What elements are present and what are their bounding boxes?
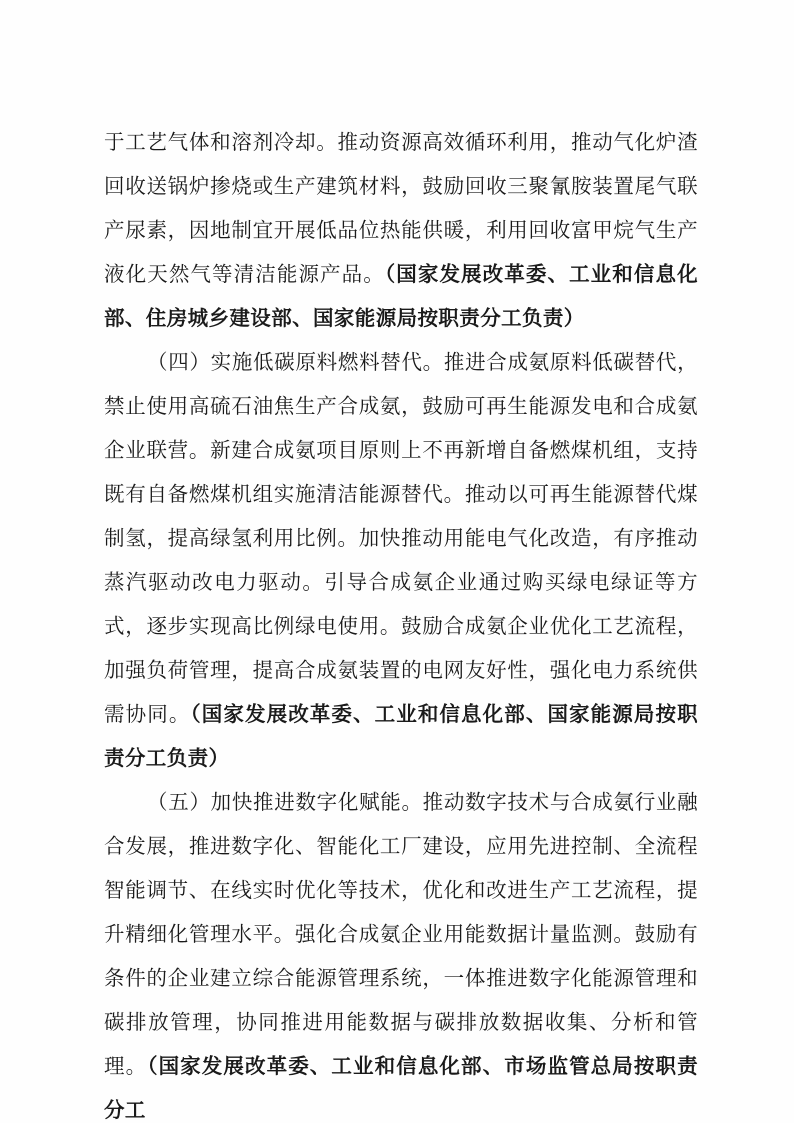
paragraph-text: （四）实施低碳原料燃料替代。推进合成氨原料低碳替代，禁止使用高硫石油焦生产合成氨，鼓励可再生能源发电和合成氨企业联营。新建合成氨项目原则上不再新增自备燃煤机组，支持既有自备燃煤机组实施清洁能源替代。推动以可再生能源替代煤制氢，提高绿氢利用比例。加快推动用能电气化改造，有序推动蒸汽驱动改电力驱动。引导合成氨企业通过购买绿电绿证等方式，逐步实现高比例绿电使用。鼓励合成氨企业优化工艺流程，加强负荷管理，提高合成氨装置的电网友好性，强化电力系统供需协同。: [104, 350, 698, 726]
document-body: [104, 120, 698, 1132]
paragraph-attribution: （国家发展改革委、工业和信息化部、住房城乡建设部、国家能源局按职责分工负责）: [104, 262, 699, 330]
paragraph-continued-resource-recycling: [104, 120, 698, 340]
paragraph-text: 于工艺气体和溶剂冷却。推动资源高效循环利用，推动气化炉渣回收送锅炉掺烧或生产建筑材料，鼓励回收三聚氰胺装置尾气联产尿素，因地制宜开展低品位热能供暖，利用回收富甲烷气生产液化天然气等清洁能源产品。: [104, 130, 698, 286]
paragraph-attribution: （国家发展改革委、工业和信息化部、国家能源局按职责分工负责）: [104, 702, 698, 770]
paragraph-text: （五）加快推进数字化赋能。推动数字技术与合成氨行业融合发展，推进数字化、智能化工厂建设，应用先进控制、全流程智能调节、在线实时优化等技术，优化和改进生产工艺流程，提升精细化管理水平。强化合成氨企业用能数据计量监测。鼓励有条件的企业建立综合能源管理系统，一体推进数字化能源管理和碳排放管理，协同推进用能数据与碳排放数据收集、分析和管理。: [104, 790, 698, 1078]
paragraph-attribution: （国家发展改革委、工业和信息化部、市场监管总局按职责分工: [104, 1054, 698, 1122]
paragraph-item-five: [104, 780, 698, 1132]
paragraph-item-four: [104, 340, 698, 780]
